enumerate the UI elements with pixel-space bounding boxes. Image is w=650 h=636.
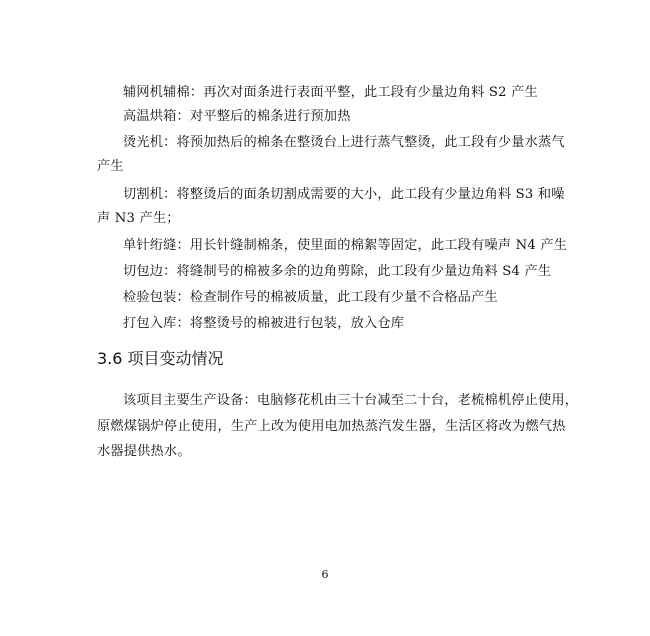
process-step-line: 单针绗缝：用长针缝制棉条，使里面的棉絮等固定，此工段有噪声 N4 产生 <box>123 238 568 253</box>
process-step-line: 产生 <box>97 159 124 174</box>
paragraph-line: 原燃煤锅炉停止使用，生产上改为使用电加热蒸汽发生器，生活区将改为燃气热 <box>97 419 566 434</box>
paragraph-line: 该项目主要生产设备：电脑修花机由三十台减至二十台，老梳棉机停止使用， <box>123 393 579 408</box>
process-step-line: 打包入库：将整烫号的棉被进行包装，放入仓库 <box>123 316 405 331</box>
process-step-line: 声 N3 产生； <box>97 211 180 226</box>
section-heading: 3.6 项目变动情况 <box>97 349 224 368</box>
process-step-line: 检验包装：检查制作号的棉被质量，此工段有少量不合格品产生 <box>123 290 498 305</box>
paragraph-line: 水器提供热水。 <box>97 444 191 459</box>
process-step-line: 辅网机辅棉：再次对面条进行表面平整，此工段有少量边角料 S2 产生 <box>123 85 538 100</box>
process-step-line: 高温烘箱：对平整后的棉条进行预加热 <box>123 109 351 124</box>
process-step-line: 切割机：将整烫后的面条切割成需要的大小，此工段有少量边角料 S3 和噪 <box>123 187 565 202</box>
process-step-line: 烫光机：将预加热后的棉条在整烫台上进行蒸气整烫，此工段有少量水蒸气 <box>123 135 565 150</box>
page-number: 6 <box>321 568 329 581</box>
process-step-line: 切包边：将缝制号的棉被多余的边角剪除，此工段有少量边角料 S4 产生 <box>123 264 552 279</box>
